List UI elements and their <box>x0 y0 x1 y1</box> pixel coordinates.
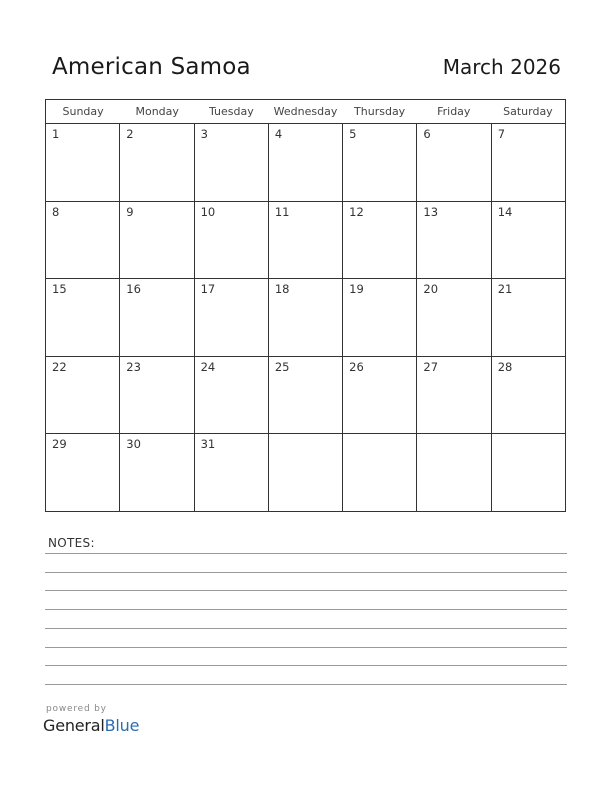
day-number: 20 <box>423 282 439 297</box>
day-number: 5 <box>349 127 357 141</box>
day-cell[interactable] <box>46 434 120 512</box>
weekday-wednesday: Wednesday <box>273 105 338 118</box>
day-cell[interactable] <box>46 202 120 279</box>
day-number: 11 <box>274 204 290 219</box>
day-number: 27 <box>423 359 439 374</box>
brand-blue-text: Blue <box>104 716 140 735</box>
day-number: 14 <box>497 204 513 219</box>
day-cell[interactable] <box>492 434 565 512</box>
day-number: 3 <box>200 127 208 141</box>
notes-label: NOTES: <box>48 536 95 550</box>
day-cell[interactable] <box>492 202 565 279</box>
day-number: 25 <box>274 359 290 374</box>
day-number: 29 <box>52 437 67 452</box>
day-cell[interactable] <box>195 434 269 512</box>
week-row <box>46 357 565 435</box>
day-cell[interactable] <box>195 357 269 434</box>
day-cell[interactable] <box>492 357 565 434</box>
weekday-saturday: Saturday <box>503 105 553 118</box>
day-cell[interactable] <box>120 357 194 434</box>
week-row <box>46 279 565 357</box>
day-cell[interactable] <box>120 202 194 279</box>
day-number: 31 <box>200 437 216 452</box>
weekday-monday: Monday <box>135 105 179 118</box>
notes-line <box>45 572 567 573</box>
day-cell[interactable] <box>269 202 343 279</box>
week-row <box>46 124 565 202</box>
week-row <box>46 202 565 280</box>
day-cell[interactable] <box>417 124 491 201</box>
day-cell[interactable] <box>46 124 120 201</box>
day-cell[interactable] <box>492 279 565 356</box>
day-cell[interactable] <box>343 124 417 201</box>
day-cell[interactable] <box>269 124 343 201</box>
day-cell[interactable] <box>417 357 491 434</box>
day-number: 17 <box>200 282 216 297</box>
day-number: 8 <box>52 204 60 219</box>
page-title: American Samoa <box>52 54 251 80</box>
day-cell[interactable] <box>269 279 343 356</box>
day-number: 12 <box>349 204 364 219</box>
day-number: 15 <box>52 282 67 297</box>
day-number: 13 <box>423 204 439 219</box>
day-cell[interactable] <box>343 202 417 279</box>
day-cell[interactable] <box>195 279 269 356</box>
weekday-friday: Friday <box>437 105 471 118</box>
day-cell[interactable] <box>492 124 565 201</box>
day-number: 18 <box>274 282 290 297</box>
day-number: 6 <box>423 127 431 141</box>
day-cell[interactable] <box>195 202 269 279</box>
day-cell[interactable] <box>343 357 417 434</box>
notes-line <box>45 553 567 554</box>
day-cell[interactable] <box>269 434 343 512</box>
notes-line <box>45 609 567 610</box>
month-label: March 2026 <box>442 55 561 79</box>
day-number: 30 <box>126 437 141 452</box>
day-number: 16 <box>126 282 141 297</box>
day-number: 21 <box>497 282 513 297</box>
generalblue-logo[interactable] <box>43 716 139 735</box>
powered-by-text: powered by <box>46 704 107 714</box>
weekday-header-row <box>46 100 565 124</box>
day-number: 24 <box>200 359 216 374</box>
brand-general-text: General <box>43 716 105 735</box>
day-number: 7 <box>497 127 506 141</box>
notes-line <box>45 647 567 648</box>
notes-line <box>45 628 567 629</box>
day-cell[interactable] <box>120 434 194 512</box>
day-cell[interactable] <box>343 279 417 356</box>
calendar-grid <box>45 99 566 512</box>
day-cell[interactable] <box>46 279 120 356</box>
day-number: 26 <box>349 359 364 374</box>
day-number: 10 <box>200 204 216 219</box>
weekday-tuesday: Tuesday <box>208 105 254 118</box>
day-number: 9 <box>126 204 134 219</box>
day-number: 23 <box>126 359 141 374</box>
day-number: 19 <box>349 282 364 297</box>
day-number: 4 <box>274 127 283 141</box>
day-cell[interactable] <box>269 357 343 434</box>
day-cell[interactable] <box>46 357 120 434</box>
day-number: 22 <box>52 359 67 374</box>
notes-line <box>45 665 567 666</box>
day-cell[interactable] <box>120 279 194 356</box>
day-number: 2 <box>126 127 134 141</box>
day-number: 28 <box>497 359 513 374</box>
notes-line <box>45 684 567 685</box>
day-cell[interactable] <box>343 434 417 512</box>
week-row <box>46 434 565 512</box>
day-cell[interactable] <box>120 124 194 201</box>
day-cell[interactable] <box>417 279 491 356</box>
day-cell[interactable] <box>417 202 491 279</box>
day-cell[interactable] <box>195 124 269 201</box>
day-cell[interactable] <box>417 434 491 512</box>
weekday-sunday: Sunday <box>62 105 104 118</box>
weekday-thursday: Thursday <box>354 105 406 118</box>
day-number: 1 <box>52 127 60 141</box>
notes-line <box>45 590 567 591</box>
